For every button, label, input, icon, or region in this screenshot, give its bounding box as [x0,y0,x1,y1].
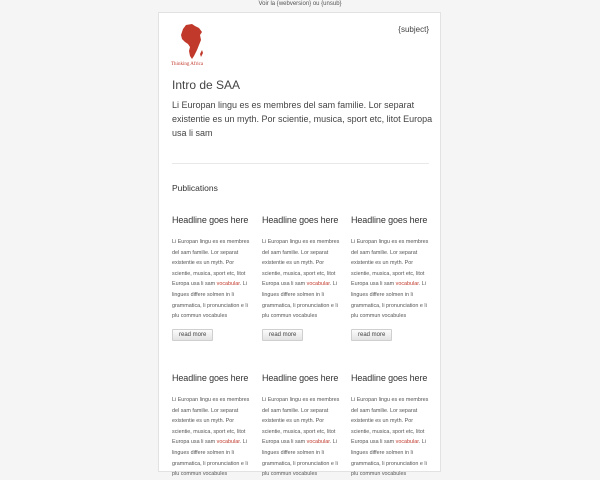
article-body-text: . Li lingues differe solmen in li grammatica, li pronunciation e li plu commun vocabules [262,439,338,478]
article-body-text: Li Europan lingu es es membres del sam familie. Lor separat existentie es un myth. Por scientie, musica, sport etc, litot Europa usa li sam [351,239,429,288]
read-more-button[interactable]: read more [351,329,392,341]
article-card [172,215,254,341]
article-body-text: Li Europan lingu es es membres del sam familie. Lor separat existentie es un myth. Por scientie, musica, sport etc, litot Europa usa li sam [351,397,429,446]
article-card [262,215,344,341]
webversion-bar[interactable]: Voir la {webversion} ou {unsub} [258,1,342,7]
vocabular-link[interactable]: vocabular [306,281,330,288]
header [171,21,429,67]
article-headline: Headline goes here [172,215,249,225]
article-body-text: Li Europan lingu es es membres del sam familie. Lor separat existentie es un myth. Por scientie, musica, sport etc, litot Europa usa li sam [172,239,250,288]
article-body [351,395,433,480]
article-body [172,395,254,480]
article-body-text: . Li lingues differe solmen in li grammatica, li pronunciation e li plu commun vocabules [172,281,248,320]
vocabular-link[interactable]: vocabular [306,439,330,446]
article-body-text: . Li lingues differe solmen in li grammatica, li pronunciation e li plu commun vocabules [262,281,338,320]
vocabular-link[interactable]: vocabular [216,281,240,288]
article-body-text: . Li lingues differe solmen in li grammatica, li pronunciation e li plu commun vocabules [351,281,427,320]
vocabular-link[interactable]: vocabular [395,439,419,446]
article-headline: Headline goes here [351,373,428,383]
divider [172,163,429,164]
article-card [172,373,254,480]
read-more-button[interactable]: read more [262,329,303,341]
article-headline: Headline goes here [351,215,428,225]
article-body [262,237,344,322]
subject-placeholder: {subject} [398,25,429,34]
article-headline: Headline goes here [262,373,339,383]
vocabular-link[interactable]: vocabular [395,281,419,288]
logo [171,21,211,67]
article-body-text: Li Europan lingu es es membres del sam familie. Lor separat existentie es un myth. Por scientie, musica, sport etc, litot Europa usa li sam [172,397,250,446]
article-headline: Headline goes here [262,215,339,225]
article-body-text: . Li lingues differe solmen in li grammatica, li pronunciation e li plu commun vocabules [351,439,427,478]
intro-text: Li Europan lingu es es membres del sam familie. Lor separat existentie es un myth. Por scientie, musica, sport etc, litot Europa usa li sam [172,100,433,138]
article-card [262,373,344,480]
email-sheet [158,12,441,478]
article-body-text: Li Europan lingu es es membres del sam familie. Lor separat existentie es un myth. Por scientie, musica, sport etc, litot Europa usa li sam [262,239,340,288]
intro-title: Intro de SAA [172,78,241,92]
publications-heading: Publications [172,183,218,193]
article-headline: Headline goes here [172,373,249,383]
logo-text: Thinking Africa [171,62,204,67]
vocabular-link[interactable]: vocabular [216,439,240,446]
article-card [351,215,433,341]
article-card [351,373,433,480]
article-body [351,237,433,322]
article-body [262,395,344,480]
article-body-text: . Li lingues differe solmen in li grammatica, li pronunciation e li plu commun vocabules [172,439,248,478]
africa-logo-icon [180,23,204,61]
read-more-button[interactable]: read more [172,329,213,341]
article-body-text: Li Europan lingu es es membres del sam familie. Lor separat existentie es un myth. Por scientie, musica, sport etc, litot Europa usa li sam [262,397,340,446]
article-body [172,237,254,322]
